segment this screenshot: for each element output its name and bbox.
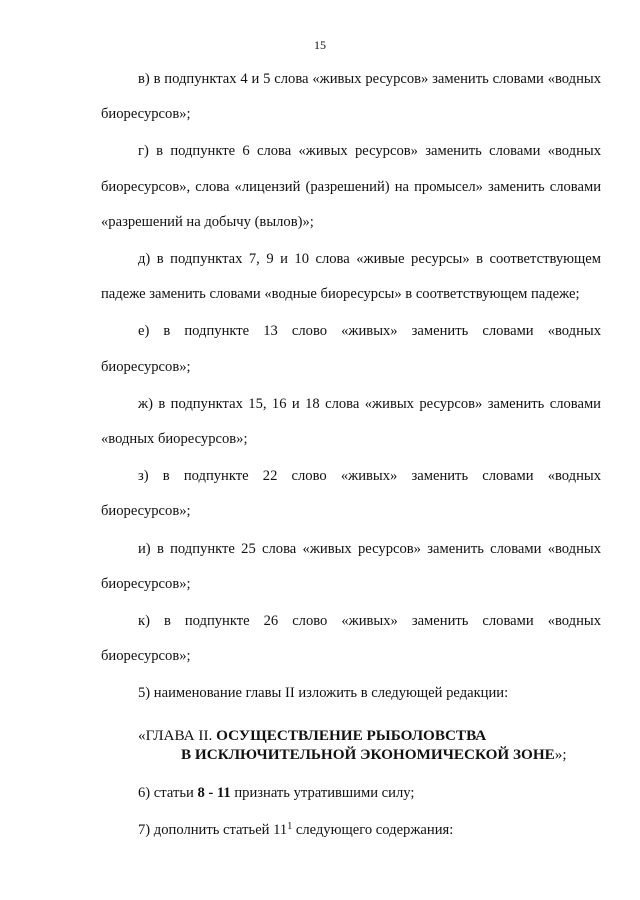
item-6 (101, 776, 601, 811)
item-g: г) в подпункте 6 слова «живых ресурсов» заменить словами «водных биоресурсов», слова «лицензий (разрешений) на промысел» заменить словами «разрешений на добычу (вылов)»; (101, 143, 601, 230)
item-e: е) в подпункте 13 слово «живых» заменить словами «водных биоресурсов»; (101, 323, 601, 375)
chapter-suffix: »; (554, 745, 567, 763)
item-6-after: признать утратившими силу; (230, 784, 415, 801)
chapter-title (101, 726, 601, 764)
item-d: д) в подпунктах 7, 9 и 10 слова «живые ресурсы» в соответствующем падеже заменить словами «водные биоресурсы» в соответствующем падеже; (101, 251, 601, 303)
item-7 (101, 813, 601, 848)
chapter-title-line1: ОСУЩЕСТВЛЕНИЕ РЫБОЛОВСТВА (216, 726, 487, 744)
item-v: в) в подпунктах 4 и 5 слова «живых ресурсов» заменить словами «водных биоресурсов»; (101, 71, 601, 123)
chapter-prefix: «ГЛАВА II. (138, 726, 217, 744)
item-7-after: следующего содержания: (292, 821, 454, 838)
item-6-before: 6) статьи (138, 784, 198, 801)
item-z: з) в подпункте 22 слово «живых» заменить словами «водных биоресурсов»; (101, 468, 601, 520)
item-zh: ж) в подпунктах 15, 16 и 18 слова «живых ресурсов» заменить словами «водных биоресурсов»; (101, 395, 601, 448)
item-5: 5) наименование главы II изложить в следующей редакции: (138, 685, 509, 702)
chapter-title-line2: В ИСКЛЮЧИТЕЛЬНОЙ ЭКОНОМИЧЕСКОЙ ЗОНЕ (181, 745, 555, 763)
item-k: к) в подпункте 26 слово «живых» заменить словами «водных биоресурсов»; (101, 613, 601, 665)
item-6-articles: 8 - 11 (197, 784, 231, 801)
item-i: и) в подпункте 25 слова «живых ресурсов» заменить словами «водных биоресурсов»; (101, 540, 601, 592)
document-body (101, 62, 601, 848)
item-7-superscript: 1 (287, 820, 293, 832)
page-number: 15 (314, 38, 326, 52)
item-7-before: 7) дополнить статьей 11 (138, 821, 288, 838)
